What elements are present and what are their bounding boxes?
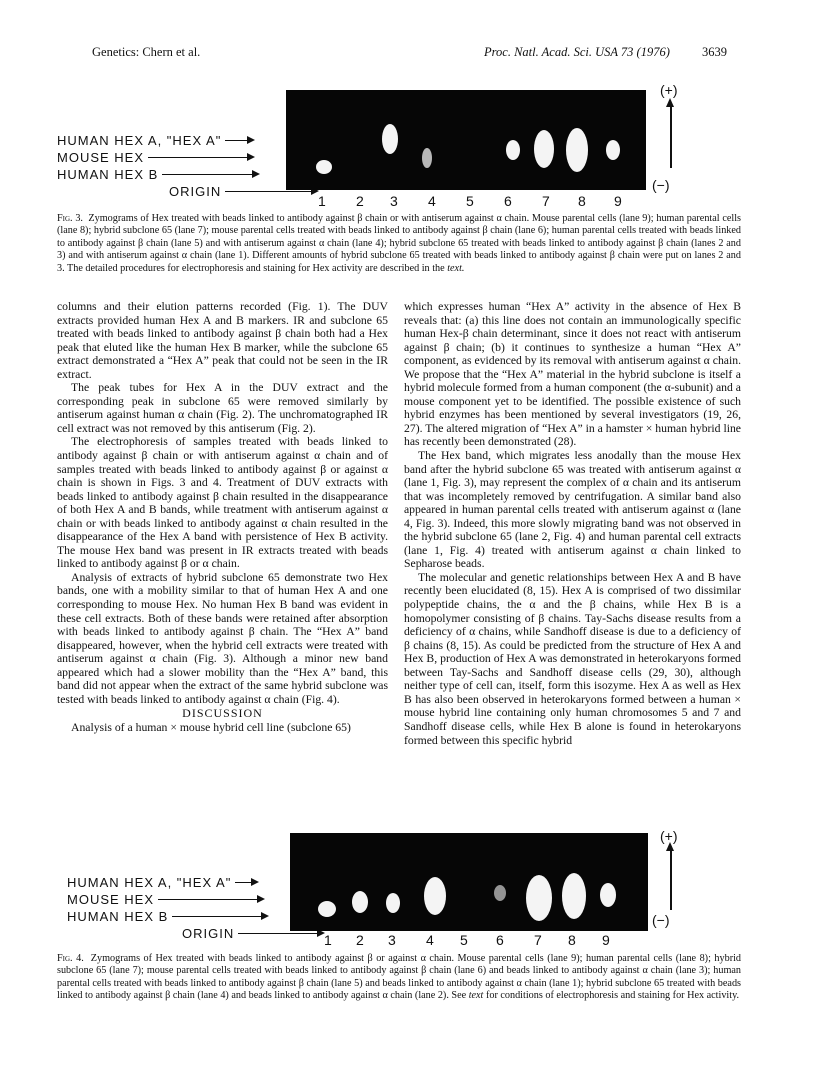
- fig3-band: [566, 128, 588, 172]
- running-head: Genetics: Chern et al.: [92, 45, 201, 59]
- page-number: 3639: [702, 45, 727, 59]
- fig3-lane-number: 8: [578, 193, 586, 209]
- arrow-icon: [235, 882, 257, 883]
- fig4-band-labels: [67, 874, 323, 942]
- arrow-icon: [158, 899, 263, 900]
- fig4-lane-number: 7: [534, 932, 542, 948]
- journal-citation: Proc. Natl. Acad. Sci. USA 73 (1976): [484, 45, 670, 59]
- fig4-band: [424, 877, 446, 915]
- paragraph: which expresses human “Hex A” activity in the absence of Hex B reveals that: (a) this line does not contain an immunologically specific human Hex-β chain determinant, since it does not react with antiserum against β chain; (b) it continues to synthesize a human “Hex A” component, as evidenced by its removal with antiserum against α chain. We propose that the “Hex A” material in the hybrid subclone is itself a hybrid molecule formed from a human component (the α-subunit) and a mouse component yet to be identified. The possible existence of such hybrid enzymes has been mentioned by several investigators (19, 26, 27). The altered migration of “Hex A” in a hamster × human hybrid line has recently been demonstrated (28).: [404, 300, 741, 449]
- arrow-icon: [172, 916, 267, 917]
- fig3-caption: [57, 213, 741, 275]
- fig4-caption: [57, 953, 741, 1003]
- paragraph: The peak tubes for Hex A in the DUV extract and the corresponding peak in subclone 65 were removed similarly by antiserum against human α chain (Fig. 2). The unchromatographed IR cell extract was not removed by this antiserum (Fig. 2).: [57, 381, 388, 435]
- fig4-anode-label: (+): [660, 828, 678, 844]
- paragraph: columns and their elution patterns recorded (Fig. 1). The DUV extracts provided human Hex A and B markers. IR and subclone 65 treated with beads linked to antibody against β chain both had a Hex peak that eluted like the human Hex B marker, while the subclone 65 extract demonstrated a “Hex A” peak that could not be seen in the IR extract.: [57, 300, 388, 381]
- fig3-band: [382, 124, 398, 154]
- fig4-caption-mid: text: [468, 990, 484, 1002]
- fig4-lane-number: 8: [568, 932, 576, 948]
- fig4-cathode-label: (−): [652, 912, 670, 928]
- arrow-icon: [225, 140, 253, 141]
- arrow-icon: [148, 157, 253, 158]
- fig3-label-hex-b: HUMAN HEX B: [57, 167, 159, 182]
- fig3-label-mouse-hex: MOUSE HEX: [57, 150, 145, 165]
- fig4-band: [318, 901, 336, 917]
- arrow-icon: [162, 174, 258, 175]
- figure-4: [0, 828, 816, 948]
- left-column: [57, 300, 388, 735]
- fig3-band: [606, 140, 620, 160]
- fig4-lane-numbers: [290, 932, 648, 950]
- fig4-label-hex-a: HUMAN HEX A, "HEX A": [67, 875, 232, 890]
- fig4-lane-number: 1: [324, 932, 332, 948]
- fig3-band: [316, 160, 332, 174]
- fig3-cathode-label: (−): [652, 177, 670, 193]
- fig4-lane-number: 5: [460, 932, 468, 948]
- paragraph: Analysis of extracts of hybrid subclone 65 demonstrate two Hex bands, one with a mobility similar to that of human Hex A and one corresponding to mouse Hex. No human Hex B band was evident in these cell extracts. Both of these bands were retained after absorption with beads linked to antibody against β chain. The “Hex A” band disappeared, however, when the hybrid cell extracts were treated with antiserum against α chain (Fig. 3). Although a minor new band appeared which had a slower mobility than the “Hex A” band, this band did not appear when the extract of the same hybrid subclone was tested with beads linked to antibody against α chain (Fig. 4).: [57, 570, 388, 706]
- fig3-label-origin: ORIGIN: [169, 184, 222, 199]
- fig4-band: [562, 873, 586, 919]
- fig3-caption-end: text.: [447, 262, 465, 274]
- fig3-label-hex-a: HUMAN HEX A, "HEX A": [57, 133, 222, 148]
- fig3-band-labels: [57, 132, 317, 200]
- right-column: [404, 300, 741, 747]
- fig3-lane-number: 4: [428, 193, 436, 209]
- fig3-lane-number: 1: [318, 193, 326, 209]
- fig3-lane-number: 7: [542, 193, 550, 209]
- paragraph: The electrophoresis of samples treated with beads linked to antibody against β chain or with antiserum against α chain and of samples treated with beads linked to antibody against β or against α chain is shown in Figs. 3 and 4. Treatment of DUV extracts with beads linked to antibody against β chain resulted in the disappearance of both Hex A and B bands, while treatment with antiserum against α chain or with beads linked to antibody against α chain resulted in the disappearance of the Hex A band with persistence of Hex B activity. The mouse Hex band was present in IR extracts treated with beads linked to antibody against β or α chain.: [57, 435, 388, 571]
- arrow-icon: [225, 191, 317, 192]
- arrow-up-icon: [670, 850, 672, 910]
- fig4-lane-number: 6: [496, 932, 504, 948]
- section-heading: DISCUSSION: [182, 706, 263, 721]
- fig3-band: [506, 140, 520, 160]
- fig3-caption-label: Fig. 3.: [57, 213, 83, 224]
- fig4-band: [386, 893, 400, 913]
- fig4-label-origin: ORIGIN: [182, 926, 235, 941]
- fig3-lane-number: 5: [466, 193, 474, 209]
- arrow-up-icon: [670, 106, 672, 168]
- fig4-lane-number: 3: [388, 932, 396, 948]
- fig4-zymogram-gel: [290, 833, 648, 931]
- fig4-band: [526, 875, 552, 921]
- fig3-lane-numbers: [286, 193, 646, 211]
- fig4-label-mouse-hex: MOUSE HEX: [67, 892, 155, 907]
- fig4-lane-number: 9: [602, 932, 610, 948]
- fig3-caption-text: Zymograms of Hex treated with beads linked to antibody against β chain or with antiserum against α chain. Mouse parental cells (lane 9); human parental cells (lane 8); hybrid subclone 65 (lane 7); mouse parental cells treated with beads linked to antibody against β chain (lane 6); human parental cells treated with beads linked to antibody against β chain (lane 5) and with antiserum against α chain (lane 4); hybrid subclone 65 treated with beads linked to antibody against β chain (lanes 2 and 3) and with antiserum against α chain (lane 1). Different amounts of hybrid subclone 65 treated with beads linked to antibody against β chain were put on lanes 2 and 3. The detailed procedures for electrophoresis and staining for Hex activity are described in the: [57, 213, 741, 274]
- fig3-lane-number: 3: [390, 193, 398, 209]
- fig3-lane-number: 2: [356, 193, 364, 209]
- fig3-band: [422, 148, 432, 168]
- fig4-lane-number: 2: [356, 932, 364, 948]
- fig4-caption-end: for conditions of electrophoresis and staining for Hex activity.: [485, 990, 740, 1002]
- fig4-band: [494, 885, 506, 901]
- fig3-lane-number: 9: [614, 193, 622, 209]
- paragraph: Analysis of a human × mouse hybrid cell line (subclone 65): [71, 720, 351, 734]
- fig4-caption-text: Zymograms of Hex treated with beads linked to antibody against β or against α chain. Mouse parental cells (lane 9); human parental cells (lane 8); hybrid subclone 65 (lane 7); mouse parental cells treated with beads linked to antibody against β chain (lane 6) and beads linked to antibody against α chain (lane 3); human parental cells treated with beads linked to antibody against β chain (lane 5) and beads linked to antibody against α chain (lane 1); hybrid subclone 65 treated with beads linked to antibody against β chain (lane 4) and beads linked to antibody against α chain (lane 2). See: [57, 953, 742, 1002]
- fig4-lane-number: 4: [426, 932, 434, 948]
- fig3-anode-label: (+): [660, 82, 678, 98]
- fig3-lane-number: 6: [504, 193, 512, 209]
- fig4-label-hex-b: HUMAN HEX B: [67, 909, 169, 924]
- paragraph: The Hex band, which migrates less anodally than the mouse Hex band after the hybrid subclone 65 was treated with antiserum against α (lane 1, Fig. 3), may represent the complex of α chain and its antiserum that was incompletely removed by centrifugation. A similar band also appeared in human parental cells treated with antiserum against α (lane 4, Fig. 3). Indeed, this more slowly migrating band was not observed in the hybrid subclone 65 (lane 2, Fig. 4) and human parental cell extracts (lane 1, Fig. 4) treated with antiserum against α chain linked to Sepharose beads.: [404, 449, 741, 571]
- fig3-band: [534, 130, 554, 168]
- paragraph: The molecular and genetic relationships between Hex A and B have recently been elucidated (8, 15). Hex A is comprised of two dissimilar polypeptide chains, the α and the β chains, while Hex B is a homopolymer consisting of β chains. Tay-Sachs disease results from a deficiency of α chains, while Sandhoff disease is due to a deficiency of β chains (8, 15). As could be predicted from the structure of Hex A and Hex B, production of Hex A was demonstrated in heterokaryons formed between Tay-Sachs and Sandhoff disease cells (29, 30), although neither type of cell can, itself, form this isozyme. Hex A as well as Hex B has also been observed in heterokaryons formed between a human × mouse hybrid line containing only human chromosomes 5 and 7 and Sandhoff disease cells, while Hex B alone is found in heterokaryons formed between this specific hybrid: [404, 570, 741, 747]
- fig3-zymogram-gel: [286, 90, 646, 190]
- figure-3: [0, 80, 816, 210]
- fig4-band: [352, 891, 368, 913]
- fig4-band: [600, 883, 616, 907]
- fig4-caption-label: Fig. 4.: [57, 953, 84, 964]
